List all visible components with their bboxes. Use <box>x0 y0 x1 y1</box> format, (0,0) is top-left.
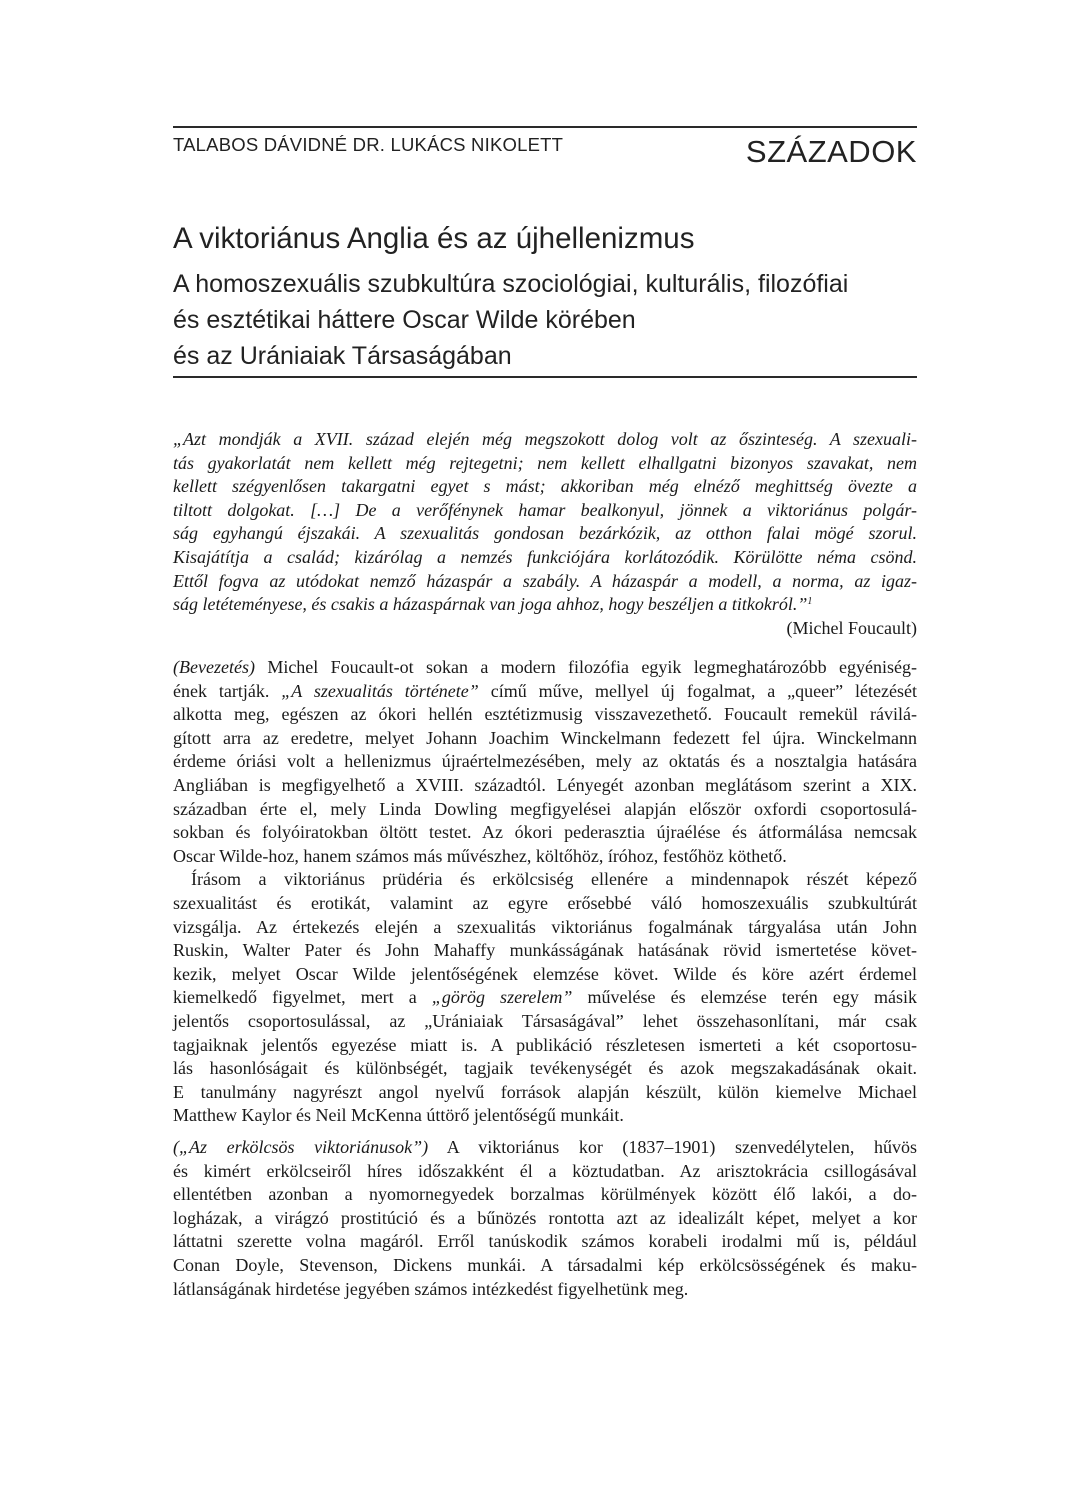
epigraph-line: kellett szégyenlősen takargatni egyet s mást; akkoriban még elnéző meghittség övezte a <box>173 476 917 497</box>
intro-line: érdeme óriási volt a hellenizmus újraértelmezésében, mely az oktatás és a nosztalgia hatására <box>173 751 917 772</box>
section2-line: látlanságának hirdetése jegyében számos intézkedést figyelhetünk meg. <box>173 1278 689 1299</box>
intro-line: alkotta meg, egészen az ókori hellén esztétizmusig visszavezethető. Foucault remekül rávilá- <box>173 704 917 725</box>
epigraph-attribution: (Michel Foucault) <box>786 617 917 638</box>
subtitle-line: és az Urániaiak Társaságában <box>173 342 512 370</box>
section2-line: és kimért erkölcseiről híres időszakként él a köztudatban. Az arisztokrácia csillogásával <box>173 1160 917 1181</box>
intro2-line: E tanulmány nagyrészt angol nyelvű források alapján készült, külön kiemelve Michael <box>173 1081 917 1102</box>
section2-line <box>173 1136 917 1160</box>
intro-line-text: Michel Foucault-ot sokan a modern filozófia egyik legmeghatározóbb egyéniség- <box>254 657 917 677</box>
footnote-mark[interactable]: 1 <box>807 596 813 608</box>
epigraph-line-last <box>173 593 917 617</box>
article-title: A viktoriánus Anglia és az újhellenizmus <box>173 222 695 255</box>
intro2-line-text: művelése és elemzése terén egy másik <box>572 987 918 1008</box>
intro-line: században érte el, mely Linda Dowling megfigyelései alapján először oxfordi csoportosulá- <box>173 798 917 819</box>
section2-line: logházak, a virágzó prostitúció és a bűnözés rontotta azt az idealizált képet, melyet a kor <box>173 1207 917 1228</box>
intro2-line: lás hasonlóságait és különbségét, tagjaik tevékenységét és azok megszakadásának okait. <box>173 1058 917 1079</box>
intro-line: gított arra az eredetre, melyet Johann Joachim Winckelmann fedezett fel újra. Winckelmann <box>173 727 917 748</box>
intro2-line: szexualitást és erotikát, valamint az egyre erősebbé váló homoszexuális szubkultúrát <box>173 892 917 913</box>
subtitle-line: és esztétikai háttere Oscar Wilde körében <box>173 306 636 334</box>
intro2-line <box>173 986 917 1010</box>
victorians-section <box>173 1136 917 1301</box>
intro2-line: Írásom a viktoriánus prüdéria és erkölcsiség ellenére a mindennapok részét képező <box>191 869 917 890</box>
epigraph-line: ság egyhangú éjszakái. A szexualitás gondosan bezárkózik, az otthon falai mögé szorul. <box>173 523 917 544</box>
intro-line: Oscar Wilde-hoz, hanem számos más művészhez, költőhöz, íróhoz, festőhöz köthető. <box>173 845 787 866</box>
intro2-line-text: kiemelkedő figyelmet, mert a <box>173 987 432 1008</box>
header-rule <box>173 126 917 128</box>
intro2-line: Matthew Kaylor és Neil McKenna úttörő jelentőségű munkáit. <box>173 1105 624 1126</box>
intro2-line: jelentős csoportosulással, az „Urániaiak Társaságával” lehet összehasonlítani, már csak <box>173 1010 917 1031</box>
journal-name: SZÁZADOK <box>745 134 917 169</box>
epigraph-last-text: ság letéteményese, és csakis a házaspárnak van joga ahhoz, hogy beszéljen a titkokról.” <box>173 594 808 615</box>
intro-line-text: című műve, mellyel új fogalmat, a „queer” létezését <box>478 680 917 701</box>
article-subtitle <box>173 266 933 374</box>
section2-label: („Az erkölcsös viktoriánusok”) <box>173 1137 429 1157</box>
intro2-line: tagjaiknak jelentős egyezése miatt is. A publikáció részletesen ismerteti a két csoportosu- <box>173 1034 917 1055</box>
section2-line: Conan Doyle, Stevenson, Dickens munkái. A társadalmi kép erkölcsösségének és maku- <box>173 1254 917 1275</box>
introduction-section <box>173 656 917 1128</box>
intro-line <box>173 680 917 704</box>
intro-label: (Bevezetés) <box>173 657 255 677</box>
intro2-line: kezik, melyet Oscar Wilde jelentőségének elemzése követ. Wilde és köre azért érdemel <box>173 963 917 984</box>
greek-love-term: „görög szerelem” <box>431 987 573 1008</box>
author-name: TALABOS DÁVIDNÉ DR. LUKÁCS NIKOLETT <box>173 134 564 155</box>
section2-line: láttatni szerette volna magáról. Erről tanúskodik számos korabeli irodalmi mű is, például <box>173 1231 917 1252</box>
intro-line-text: ének tartják. <box>173 680 282 701</box>
title-rule <box>173 376 917 378</box>
epigraph-line: tás gyakorlatát nem kellett még rejtegetni; nem kellett elhallgatni bizonyos szavakat, nem <box>173 452 917 473</box>
intro-line: Angliában is megfigyelhető a XVIII. századtól. Lényegét azonban meglátásom szerint a XIX. <box>173 774 917 795</box>
epigraph-line: Kisajátítja a család; kizárólag a nemzés funkciójára korlátozódik. Körülötte néma csönd. <box>173 546 917 567</box>
intro2-line: vizsgálja. Az értekezés elején a szexualitás viktoriánus fogalmának tárgyalása után John <box>173 916 917 937</box>
epigraph-line: „Azt mondják a XVII. század elején még megszokott dolog volt az őszinteség. A szexuali- <box>173 429 917 449</box>
epigraph-line: tiltott dolgokat. […] De a verőfénynek hamar bealkonyul, jönnek a viktoriánus polgár- <box>173 499 917 520</box>
intro-line <box>173 656 917 680</box>
epigraph-line: Ettől fogva az utódokat nemző házaspár a szabály. A házaspár a modell, a norma, az igaz- <box>173 570 917 591</box>
book-title: „A szexualitás története” <box>281 680 479 701</box>
intro-line: sokban és folyóiratokban öltött testet. Az ókori pederasztia újraélése és átformálása nemcsak <box>173 822 917 843</box>
section2-line-text: A viktoriánus kor (1837–1901) szenvedélytelen, hűvös <box>428 1137 917 1157</box>
section2-line: ellentétben azonban a nyomornegyedek borzalmas körülmények között élő lakói, a do- <box>173 1184 917 1205</box>
subtitle-line: A homoszexuális szubkultúra szociológiai, kulturális, filozófiai <box>173 270 849 298</box>
intro2-line: Ruskin, Walter Pater és John Mahaffy munkásságának hatásának rövid ismertetése követ- <box>173 940 917 961</box>
epigraph-quote <box>173 428 917 640</box>
